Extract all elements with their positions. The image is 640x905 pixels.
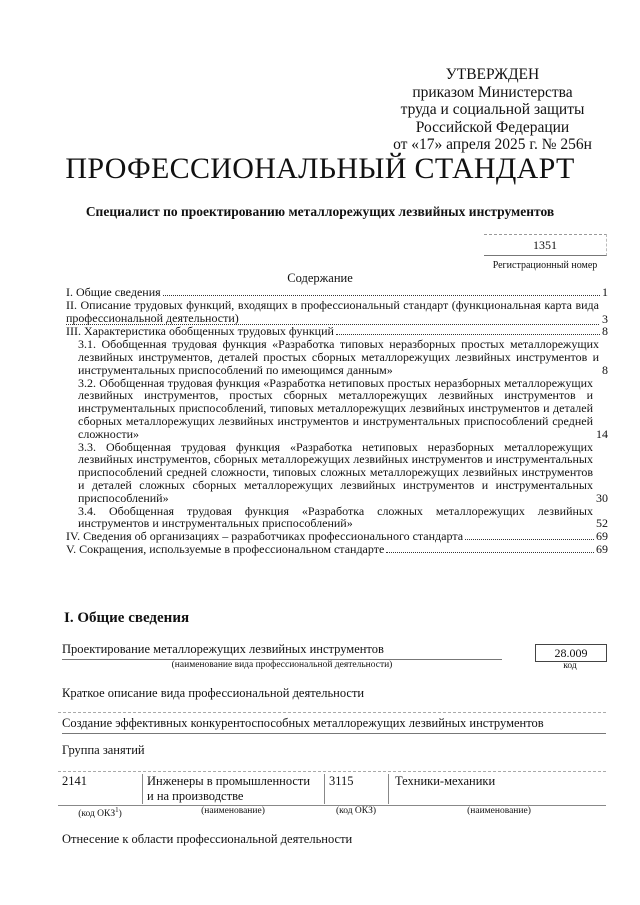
toc-leader (163, 295, 600, 296)
toc-leader (386, 552, 594, 553)
name-caption: (наименование) (201, 806, 265, 816)
approval-line-4: Российской Федерации (415, 118, 570, 136)
okz-footnote-mark: 1 (115, 806, 119, 814)
okz-code: 3115 (324, 774, 383, 804)
activity-name-field (62, 642, 502, 660)
okz-code: 2141 (62, 774, 87, 788)
activity-code-caption: код (563, 661, 577, 671)
toc-entry-text: V. Сокращения, используемые в профессиональном стандарте (66, 541, 385, 556)
registration-label: Регистрационный номер (492, 260, 598, 271)
registration-number: 1351 (484, 234, 607, 256)
toc-entry-text: 3.4. Обобщенная трудовая функция «Разработка сложных металлорежущих лезвийных инструментов и инструментальных приспособлений» (78, 503, 593, 531)
activity-name: Проектирование металлорежущих лезвийных инструментов (62, 642, 384, 656)
toc-entry-text: III. Характеристика обобщенных трудовых функций (66, 324, 334, 339)
toc-leader (465, 539, 594, 540)
toc-entry[interactable] (66, 299, 608, 326)
toc-entry[interactable] (66, 543, 608, 556)
okz-caption-end: ) (118, 809, 122, 820)
toc-entry-text: IV. Сведения об организациях – разработчиках профессионального стандарта (66, 529, 464, 544)
toc-entry-text: I. Общие сведения (66, 285, 161, 299)
document-subtitle: Специалист по проектированию металлорежущих лезвийных инструментов (85, 204, 555, 219)
toc-entry-text: 3.2. Обобщенная трудовая функция «Разработка нетиповых простых неразборных металлорежущих лезвийных инструментов, простых сборных металлорежущих лезвийных инструментов и инструментальных приспособлений, типовых металлорежущих лезвийных инструментов и деталей сборных металлорежущих лезвийных инструментов и инструментальных приспособлений средней сложности» (78, 375, 593, 441)
group-table-top (58, 771, 606, 772)
table-of-contents (66, 286, 608, 556)
toc-entry-page: 8 (602, 362, 608, 377)
toc-title: Содержание (287, 271, 353, 285)
group-label: Группа занятий (62, 743, 145, 757)
toc-entry-text: 3.1. Обобщенная трудовая функция «Разработка типовых неразборных простых металлорежущих лезвийных инструментов, деталей простых сборных металлорежущих лезвийных инструментов и инструментальных приспособлений по имеющимся данным» (78, 337, 599, 377)
toc-entry-page: 69 (596, 529, 608, 544)
brief-box-top (58, 712, 606, 713)
toc-entry-page: 14 (596, 426, 608, 441)
relation-label: Отнесение к области профессиональной деятельности (62, 832, 353, 846)
toc-entry[interactable] (66, 338, 608, 376)
toc-entry-page: 8 (602, 324, 608, 339)
approval-block (380, 66, 605, 154)
toc-entry[interactable] (66, 286, 608, 299)
brief-description-field (62, 716, 606, 734)
okz-code-caption (58, 806, 142, 819)
activity-name-caption: (наименование вида профессиональной деятельности) (171, 660, 393, 670)
toc-leader (336, 334, 600, 335)
brief-description-label: Краткое описание вида профессиональной деятельности (62, 686, 365, 700)
activity-code: 28.009 (535, 644, 607, 662)
approval-line-2: приказом Министерства (412, 83, 573, 101)
approval-line-5: от «17» апреля 2025 г. № 256н (393, 136, 592, 153)
group-table (58, 773, 606, 806)
toc-entry-page: 69 (596, 541, 608, 556)
toc-entry-page: 52 (596, 516, 608, 531)
toc-entry[interactable] (66, 377, 608, 441)
occupation-name: Инженеры в промышленности и на производстве (142, 774, 317, 804)
okz-caption-text: (код ОКЗ (78, 809, 116, 820)
toc-entry-page: 30 (596, 490, 608, 505)
approval-line-1: УТВЕРЖДЕН (445, 66, 540, 83)
toc-entry-page: 1 (602, 285, 608, 299)
section-heading: I. Общие сведения (64, 610, 190, 626)
toc-entry-page: 3 (602, 311, 608, 326)
occupation-name: Техники-механики (388, 774, 605, 804)
brief-description-text: Создание эффективных конкурентоспособных металлорежущих лезвийных инструментов (62, 716, 544, 730)
toc-entry-text: II. Описание трудовых функций, входящих в профессиональный стандарт (функциональная карта вида профессиональной деятельности) (66, 297, 599, 325)
toc-entry-text: 3.3. Обобщенная трудовая функция «Разработка нетиповых неразборных металлорежущих лезвийных инструментов, сборных металлорежущих лезвийных инструментов и инструментальных приспособлений средней сложности, типовых сложных металлорежущих лезвийных инструментов и деталей сложных сборных металлорежущих лезвийных инструментов и инструментальных приспособлений» (78, 439, 593, 505)
okz-code-caption: (код ОКЗ) (335, 806, 377, 816)
name-caption: (наименование) (467, 806, 531, 816)
toc-entry[interactable] (66, 505, 608, 531)
approval-line-3: труда и социальной защиты (400, 101, 585, 118)
toc-entry[interactable] (66, 441, 608, 505)
document-title: ПРОФЕССИОНАЛЬНЫЙ СТАНДАРТ (65, 152, 575, 185)
